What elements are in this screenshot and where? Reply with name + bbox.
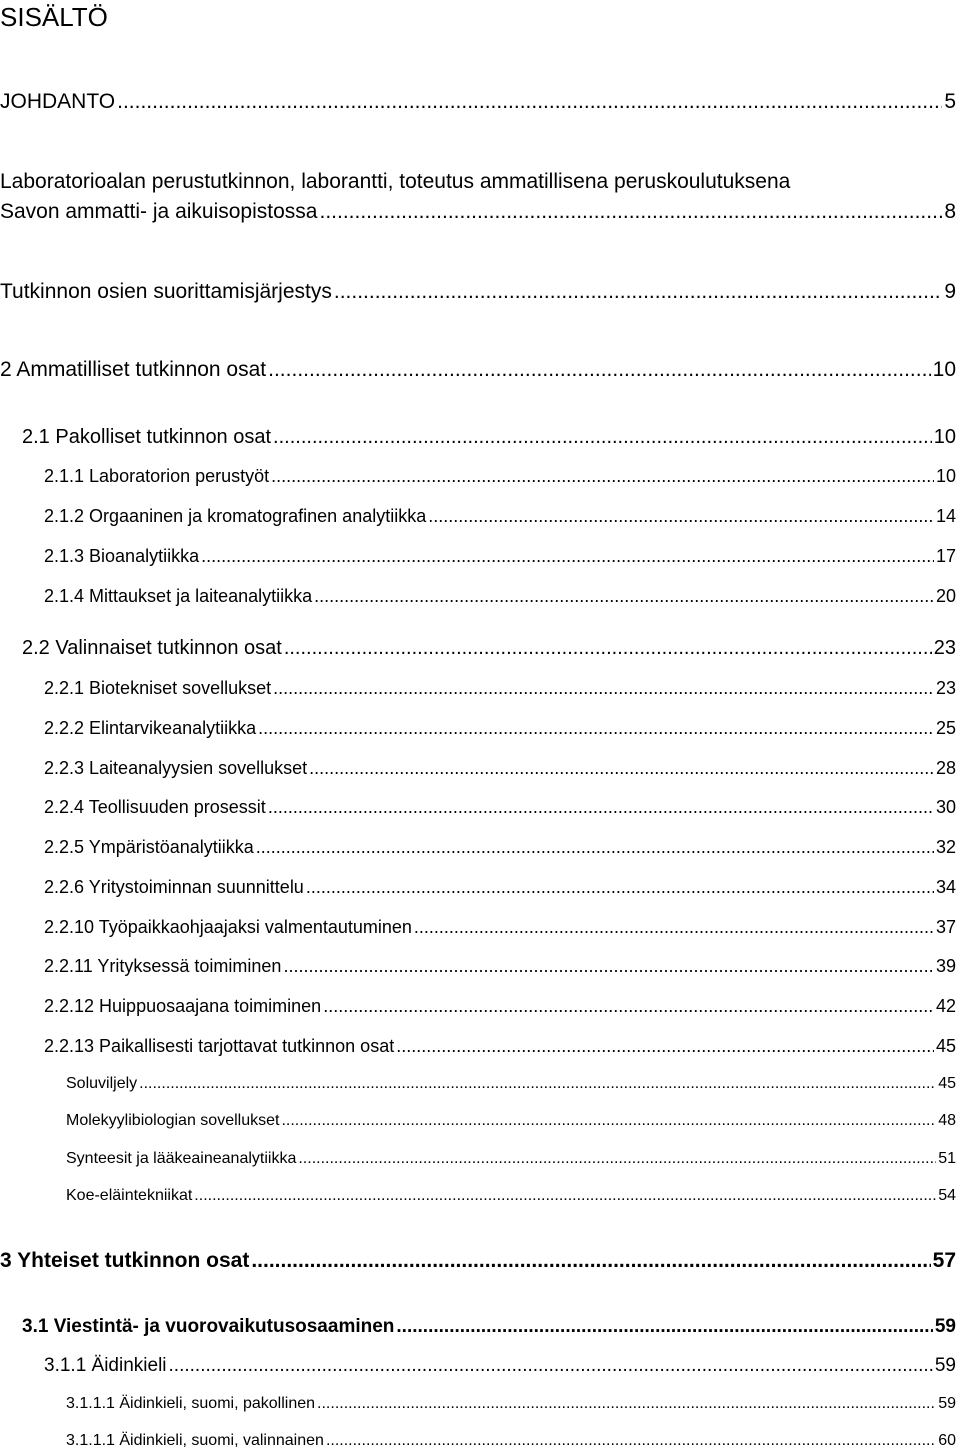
toc-leader-dots <box>201 544 934 568</box>
toc-leader-dots <box>334 279 942 305</box>
toc-entry-synteesit[interactable] <box>66 1148 956 1170</box>
toc-entry-label: Koe-eläintekniikat <box>66 1187 193 1204</box>
toc-leader-dots <box>314 584 934 608</box>
toc-page-number: 10 <box>932 358 956 381</box>
toc-entry-label: 3 Yhteiset tutkinnon osat <box>0 1249 250 1272</box>
toc-page-number: 59 <box>934 1316 956 1337</box>
toc-entry-label: 3.1.1 Äidinkieli <box>44 1355 167 1376</box>
toc-leader-dots <box>298 1148 936 1170</box>
toc-page-number: 17 <box>935 546 956 566</box>
toc-leader-dots <box>273 425 932 449</box>
toc-page-number: 37 <box>935 917 956 937</box>
toc-leader-dots <box>309 756 934 780</box>
toc-page-number: 23 <box>935 678 956 698</box>
toc-leader-dots <box>271 464 934 488</box>
toc-page-number: 8 <box>944 200 956 223</box>
toc-leader-dots <box>169 1354 933 1378</box>
toc-entry-label: 2.2.1 Biotekniset sovellukset <box>44 678 272 698</box>
toc-leader-dots <box>326 1430 936 1452</box>
toc-leader-dots <box>323 994 934 1018</box>
toc-entry-2-2-5[interactable] <box>44 835 956 859</box>
toc-entry-label-line1: Laboratorioalan perustutkinnon, laborantti, toteutus ammatillisena peruskoulutuksena <box>0 170 791 193</box>
toc-entry-molekyylibiologia[interactable] <box>66 1110 956 1132</box>
toc-page-number: 14 <box>935 506 956 526</box>
toc-entry-label: 3.1.1.1 Äidinkieli, suomi, valinnainen <box>66 1432 324 1449</box>
toc-entry-label: 2.2.12 Huippuosaajana toimiminen <box>44 996 322 1016</box>
toc-leader-dots <box>268 795 934 819</box>
toc-entry-3-1-1-1-pakollinen[interactable] <box>66 1393 956 1415</box>
toc-page-number: 20 <box>935 586 956 606</box>
toc-page-number: 9 <box>944 280 956 303</box>
toc-page-number: 10 <box>935 466 956 486</box>
toc-page-number: 39 <box>935 956 956 976</box>
toc-entry-label: Tutkinnon osien suorittamisjärjestys <box>0 280 332 303</box>
toc-leader-dots <box>284 636 932 660</box>
toc-entry-2-2-2[interactable] <box>44 716 956 740</box>
toc-entry-label-line2: Savon ammatti- ja aikuisopistossa <box>0 200 318 223</box>
toc-page-number: 28 <box>935 758 956 778</box>
toc-entry-label: 2.1.3 Bioanalytiikka <box>44 546 200 566</box>
toc-entry-2-2-12[interactable] <box>44 994 956 1018</box>
toc-entry-label: 2 Ammatilliset tutkinnon osat <box>0 358 267 381</box>
toc-entry-2-2-13[interactable] <box>44 1034 956 1058</box>
toc-entry-2-1-4[interactable] <box>44 584 956 608</box>
toc-entry-label: 2.1.2 Orgaaninen ja kromatografinen analytiikka <box>44 506 427 526</box>
toc-entry-label: 2.1.1 Laboratorion perustyöt <box>44 466 270 486</box>
toc-page-number: 48 <box>938 1112 956 1129</box>
toc-leader-dots <box>256 835 934 859</box>
toc-entry-suorittamisjarjestys[interactable] <box>0 279 956 305</box>
toc-entry-2-1[interactable] <box>22 425 956 449</box>
toc-page-number: 34 <box>935 877 956 897</box>
toc-page-number: 57 <box>932 1249 956 1272</box>
toc-entry-label: 2.2.3 Laiteanalyysien sovellukset <box>44 758 308 778</box>
toc-entry-2-2-3[interactable] <box>44 756 956 780</box>
page-title: SISÄLTÖ <box>0 2 108 32</box>
toc-entry-label: 2.2.6 Yritystoiminnan suunnittelu <box>44 877 304 897</box>
toc-entry-2-1-1[interactable] <box>44 464 956 488</box>
toc-page-number: 23 <box>933 637 956 659</box>
toc-entry-2[interactable] <box>0 357 956 383</box>
toc-entry-2-2-6[interactable] <box>44 875 956 899</box>
toc-leader-dots <box>306 875 934 899</box>
toc-page-number: 54 <box>938 1187 956 1204</box>
toc-leader-dots <box>268 357 931 383</box>
toc-entry-label: 2.1 Pakolliset tutkinnon osat <box>22 426 272 448</box>
toc-entry-label: 3.1 Viestintä- ja vuorovaikutusosaaminen <box>22 1316 395 1337</box>
toc-entry-soluviljely[interactable] <box>66 1073 956 1095</box>
toc-entry-label: 2.2 Valinnaiset tutkinnon osat <box>22 637 282 659</box>
toc-page-number: 45 <box>935 1036 956 1056</box>
toc-entry-2-2[interactable] <box>22 636 956 660</box>
toc-entry-2-1-2[interactable] <box>44 504 956 528</box>
toc-page-number: 60 <box>938 1432 956 1449</box>
toc-leader-dots <box>258 716 934 740</box>
toc-leader-dots <box>319 199 942 225</box>
toc-leader-dots <box>251 1248 930 1274</box>
toc-leader-dots <box>273 676 934 700</box>
toc-entry-2-1-3[interactable] <box>44 544 956 568</box>
toc-entry-2-2-10[interactable] <box>44 915 956 939</box>
toc-entry-label: 2.2.5 Ympäristöanalytiikka <box>44 837 254 857</box>
toc-leader-dots <box>283 954 934 978</box>
toc-leader-dots <box>396 1034 934 1058</box>
toc-entry-3[interactable] <box>0 1248 956 1274</box>
toc-entry-label: 2.1.4 Mittaukset ja laiteanalytiikka <box>44 586 313 606</box>
toc-leader-dots <box>396 1315 932 1339</box>
toc-page-number: 25 <box>935 718 956 738</box>
toc-leader-dots <box>428 504 934 528</box>
toc-entry-label: JOHDANTO <box>0 90 116 113</box>
toc-entry-laboratorioalan[interactable] <box>0 169 956 225</box>
toc-entry-label: 2.2.13 Paikallisesti tarjottavat tutkinnon osat <box>44 1036 395 1056</box>
toc-page-number: 10 <box>933 426 956 448</box>
toc-entry-label: 2.2.2 Elintarvikeanalytiikka <box>44 718 257 738</box>
toc-entry-3-1-1-1-valinnainen[interactable] <box>66 1430 956 1452</box>
toc-entry-3-1[interactable] <box>22 1315 956 1339</box>
toc-entry-label: Soluviljely <box>66 1075 138 1092</box>
toc-page-number: 5 <box>944 90 956 113</box>
toc-page-number: 32 <box>935 837 956 857</box>
toc-page-number: 59 <box>938 1395 956 1412</box>
toc-entry-label: Molekyylibiologian sovellukset <box>66 1112 280 1129</box>
toc-entry-2-2-4[interactable] <box>44 795 956 819</box>
toc-entry-label: 2.2.4 Teollisuuden prosessit <box>44 797 266 817</box>
toc-leader-dots <box>117 89 942 115</box>
toc-page-number: 59 <box>934 1355 956 1376</box>
toc-entry-johdanto[interactable] <box>0 89 956 115</box>
toc-leader-dots <box>194 1185 936 1207</box>
toc-leader-dots <box>317 1393 936 1415</box>
toc-leader-dots <box>281 1110 936 1132</box>
toc-entry-2-2-11[interactable] <box>44 954 956 978</box>
toc-leader-dots <box>414 915 934 939</box>
toc-entry-label: 2.2.10 Työpaikkaohjaajaksi valmentautuminen <box>44 917 412 937</box>
toc-entry-label: 2.2.11 Yrityksessä toimiminen <box>44 956 282 976</box>
toc-entry-2-2-1[interactable] <box>44 676 956 700</box>
toc-entry-koe-elaintekniikat[interactable] <box>66 1185 956 1207</box>
toc-page-number: 45 <box>938 1075 956 1092</box>
toc-page-number: 51 <box>938 1150 956 1167</box>
toc-entry-label: Synteesit ja lääkeaineanalytiikka <box>66 1150 297 1167</box>
toc-leader-dots <box>139 1073 936 1095</box>
toc-entry-3-1-1[interactable] <box>44 1354 956 1378</box>
toc-page-number: 30 <box>935 797 956 817</box>
toc-entry-label: 3.1.1.1 Äidinkieli, suomi, pakollinen <box>66 1395 316 1412</box>
toc-page-number: 42 <box>935 996 956 1016</box>
